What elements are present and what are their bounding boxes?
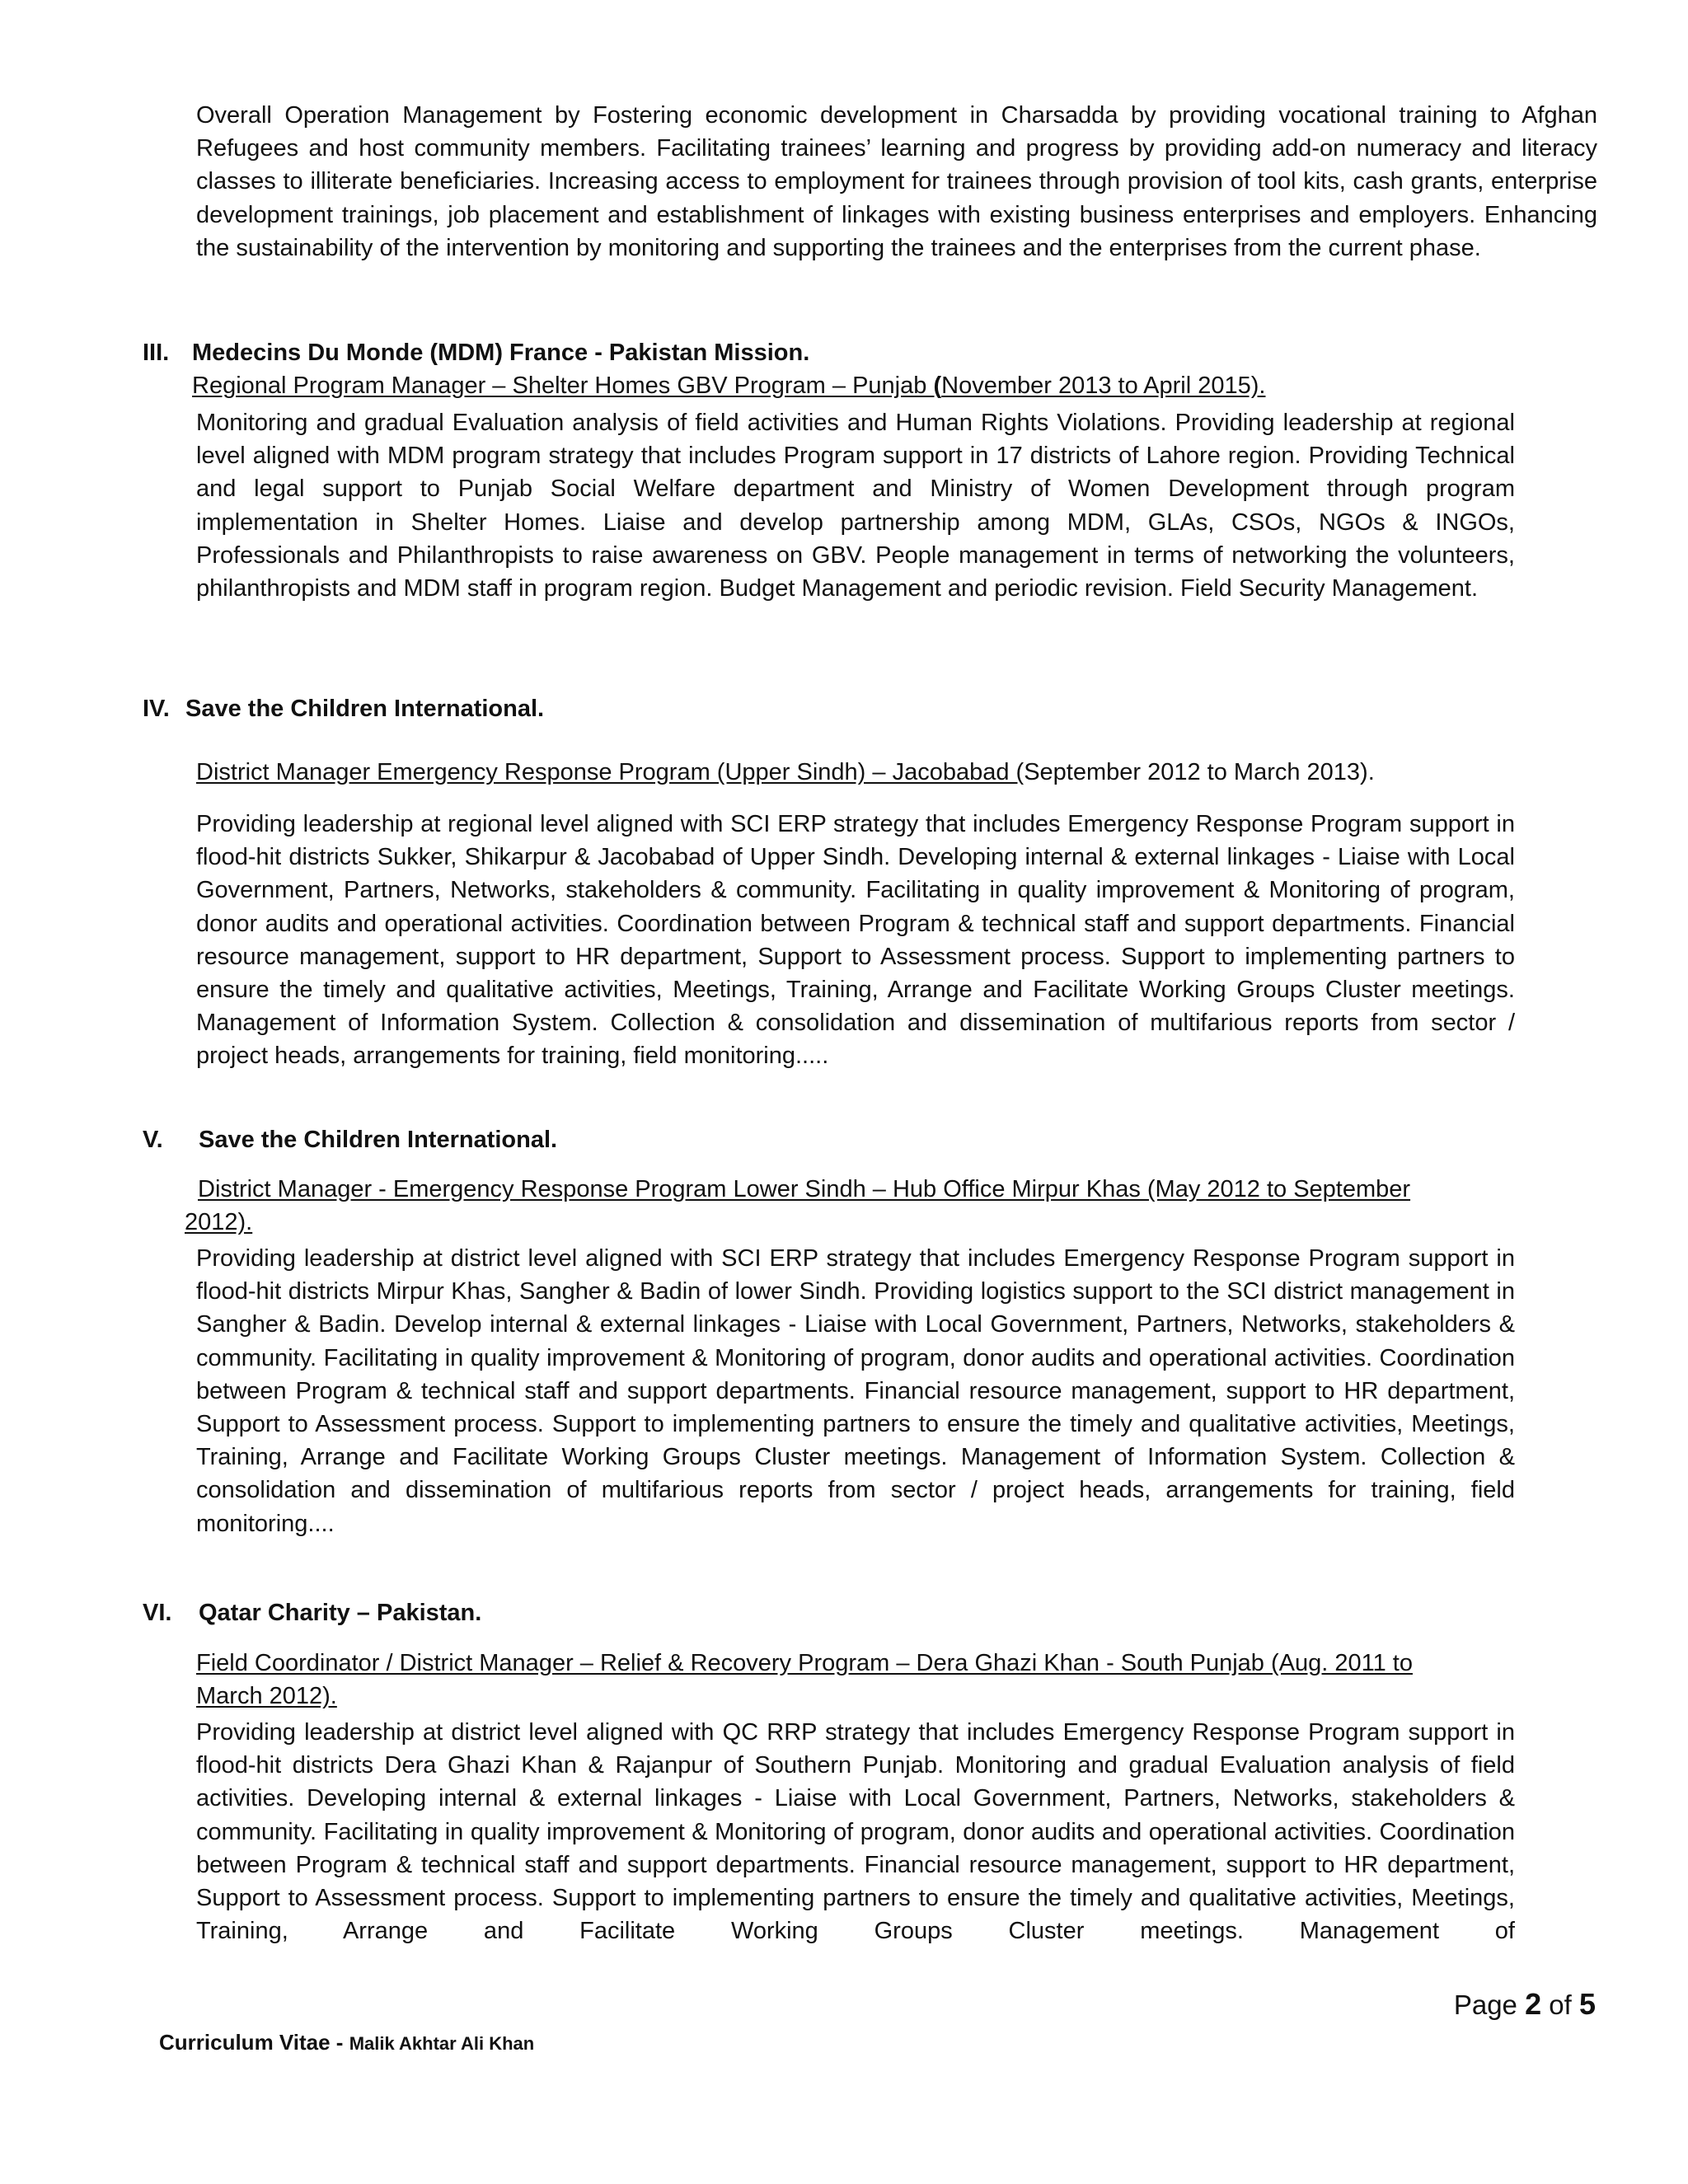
section-numeral: III.: [143, 340, 170, 366]
organization-name: Qatar Charity – Pakistan.: [199, 1600, 482, 1626]
role-title-v-line2: [185, 1206, 252, 1239]
section-numeral: V.: [143, 1127, 163, 1153]
section-numeral: VI.: [143, 1600, 172, 1626]
role-title-vi-line1: [196, 1647, 1413, 1680]
organization-name: Save the Children International.: [199, 1127, 558, 1153]
section-description-iii: Monitoring and gradual Evaluation analysis of field activities and Human Rights Violations. Providing leadership at regional level aligned with MDM program strategy that includes Program support in 17 districts of Lahore region. Providing Technical and legal support to Punjab Social Welfare department and Ministry of Women Development through program implementation in Shelter Homes. Liaise and develop partnership among MDM, GLAs, CSOs, NGOs & INGOs, Professionals and Philanthropists to raise awareness on GBV. People management in terms of networking the volunteers, philanthropists and MDM staff in program region. Budget Management and periodic revision. Field Security Management.: [196, 410, 1515, 602]
page-number-total: 5: [1578, 1987, 1596, 2021]
section-heading-v: [143, 1123, 557, 1156]
section-heading-iii: [143, 336, 809, 369]
footer-label: Curriculum Vitae -: [159, 2030, 349, 2055]
role-title-text: Field Coordinator / District Manager – Relief & Recovery Program – Dera Ghazi Khan - South Punjab (Aug. 2011 to: [196, 1650, 1413, 1676]
role-period: 2012).: [185, 1209, 253, 1235]
section-heading-vi: [143, 1596, 481, 1629]
section-numeral: IV.: [143, 696, 170, 722]
role-title-iv: [196, 756, 1375, 789]
section-description-v: Providing leadership at district level aligned with SCI ERP strategy that includes Emergency Response Program support in flood-hit districts Mirpur Khas, Sangher & Badin of lower Sindh. Providing logistics support to the SCI district management in Sangher & Badin. Develop internal & external linkages - Liaise with Local Government, Partners, Networks, stakeholders & community. Facilitating in quality improvement & Monitoring of program, donor audits and operational activities. Coordination between Program & technical staff and support departments. Financial resource management, support to HR department, Support to Assessment process. Support to implementing partners to ensure the timely and qualitative activities, Meetings, Training, Arrange and Facilitate Working Groups Cluster meetings. Management of Information System. Collection & consolidation and dissemination of multifarious reports from sector / project heads, arrangements for training, field monitoring....: [196, 1245, 1515, 1537]
footer: [159, 2027, 534, 2059]
role-period: March 2012).: [196, 1683, 337, 1709]
role-period: September 2012 to March 2013).: [1024, 759, 1375, 785]
intro-paragraph: Overall Operation Management by Fostering economic development in Charsadda by providing vocational training to Afghan Refugees and host community members. Facilitating trainees’ learning and progress by providing add-on numeracy and literacy classes to illiterate beneficiaries. Increasing access to employment for trainees through provision of tool kits, cash grants, enterprise development trainings, job placement and establishment of linkages with existing business enterprises and employers. Enhancing the sustainability of the intervention by monitoring and supporting the trainees and the enterprises from the current phase.: [196, 102, 1597, 261]
section-description-vi: Providing leadership at district level aligned with QC RRP strategy that includes Emergency Response Program support in flood-hit districts Dera Ghazi Khan & Rajanpur of Southern Punjab. Monitoring and gradual Evaluation analysis of field activities. Developing internal & external linkages - Liaise with Local Government, Partners, Networks, stakeholders & community. Facilitating in quality improvement & Monitoring of program, donor audits and operational activities. Coordination between Program & technical staff and support departments. Financial resource management, support to HR department, Support to Assessment process. Support to implementing partners to ensure the timely and qualitative activities, Meetings, Training, Arrange and Facilitate Working Groups Cluster meetings. Management of: [196, 1719, 1515, 1945]
role-title-v-line1: [198, 1173, 1410, 1206]
role-title-text: District Manager - Emergency Response Program Lower Sindh – Hub Office Mirpur Khas (May 2012 to September: [198, 1176, 1411, 1202]
role-title-text: Regional Program Manager – Shelter Homes GBV Program – Punjab: [192, 373, 934, 399]
section-heading-iv: [143, 692, 544, 725]
role-title-iii: [192, 369, 1265, 402]
organization-name: Medecins Du Monde (MDM) France - Pakistan Mission.: [192, 340, 810, 366]
page-number: [1454, 1986, 1596, 2023]
section-description-iv: Providing leadership at regional level aligned with SCI ERP strategy that includes Emergency Response Program support in flood-hit districts Sukker, Shikarpur & Jacobabad of Upper Sindh. Developing internal & external linkages - Liaise with Local Government, Partners, Networks, stakeholders & community. Facilitating in quality improvement & Monitoring of program, donor audits and operational activities. Coordination between Program & technical staff and support departments. Financial resource management, support to HR department, Support to Assessment process. Support to implementing partners to ensure the timely and qualitative activities, Meetings, Training, Arrange and Facilitate Working Groups Cluster meetings. Management of Information System. Collection & consolidation and dissemination of multifarious reports from sector / project heads, arrangements for training, field monitoring.....: [196, 811, 1515, 1070]
page-number-current: 2: [1525, 1987, 1542, 2021]
role-title-vi-line2: [196, 1680, 337, 1713]
page-number-separator: of: [1541, 1990, 1579, 2020]
footer-name: Malik Akhtar Ali Khan: [349, 2033, 535, 2054]
organization-name: Save the Children International.: [185, 696, 545, 722]
role-title-text: District Manager Emergency Response Program (Upper Sindh) – Jacobabad (: [196, 759, 1025, 785]
page-number-prefix: Page: [1453, 1990, 1526, 2020]
role-period: November 2013 to April 2015).: [941, 373, 1266, 399]
role-paren: (: [933, 373, 942, 399]
